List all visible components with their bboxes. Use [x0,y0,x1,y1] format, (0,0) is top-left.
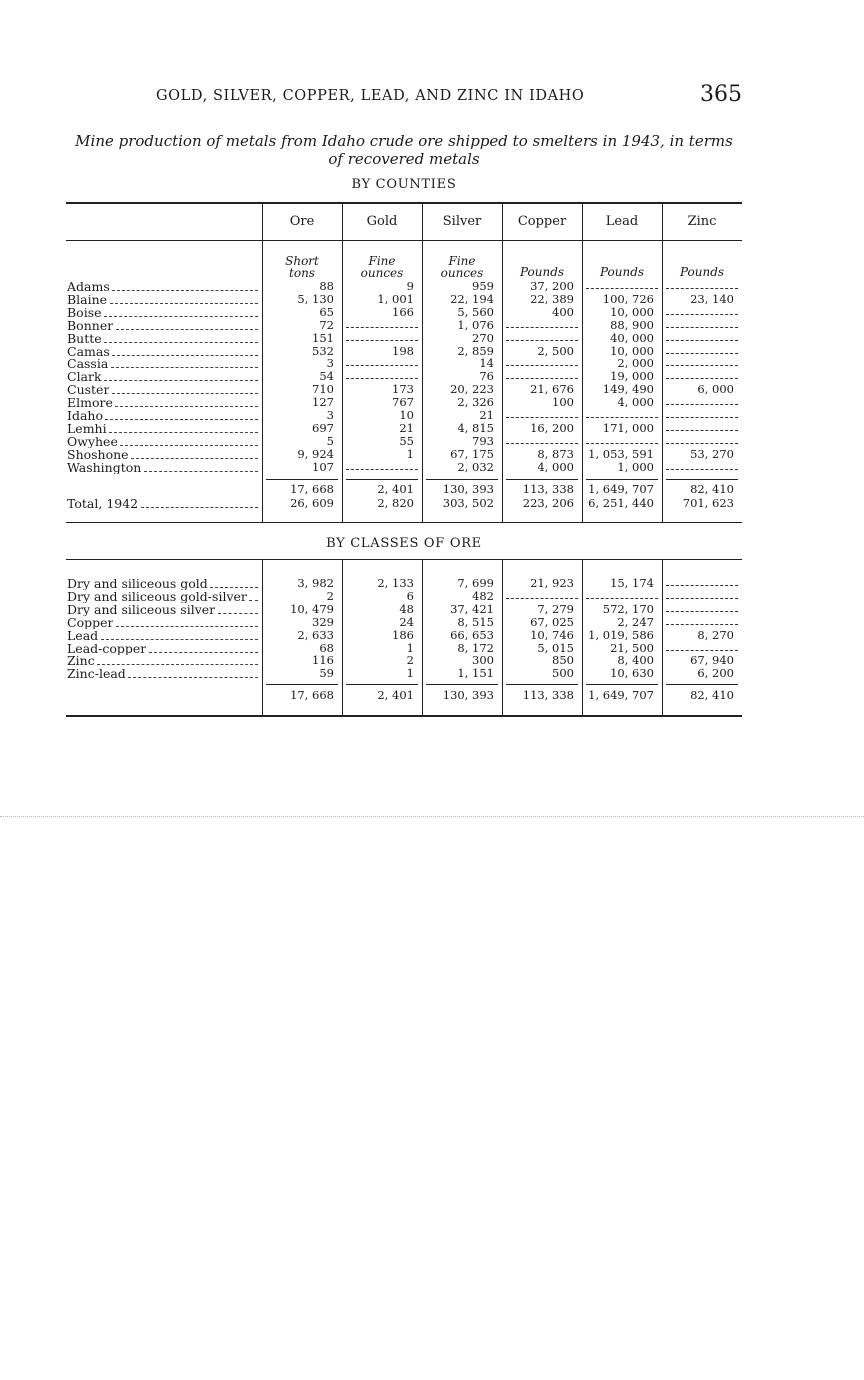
empty-cell-dash [666,378,738,379]
table-cell: 300 [472,653,494,668]
table-cell: 40, 000 [610,330,654,345]
subtotal-rule [346,684,418,685]
dot-leader [210,587,258,588]
column-unit: ounces [360,266,404,280]
county-row-label: Washington [67,460,142,474]
column-unit: Pounds [679,265,725,279]
column-header-lead: Lead [605,214,639,229]
dot-leader [105,419,258,420]
table-cell: 270 [472,330,494,345]
table-cell: 20, 223 [450,382,494,397]
table-cell: 6 [406,588,414,603]
empty-cell-dash [506,365,578,366]
table-cell: 37, 200 [530,279,574,293]
table-cell: 9 [406,279,414,293]
table-cell: 22, 389 [530,291,574,306]
table-cell: 171, 000 [602,420,654,435]
counties-bottom-rule [66,522,742,523]
table-cell: 710 [312,382,334,397]
table-cell: 5, 560 [457,304,494,319]
dot-leader [128,677,258,678]
counties-column-divider [662,203,663,522]
table-cell: 127 [312,395,334,410]
table-cell: 572, 170 [602,601,654,616]
column-unit: Fine [368,254,396,268]
table-cell: 67, 025 [530,614,574,629]
empty-cell-dash [346,327,418,328]
table-cell: 23, 140 [690,291,734,306]
table-cell: 65 [319,304,334,319]
table-cell: 21 [479,408,494,422]
county-row-label: Cassia [67,357,109,371]
empty-cell-dash [666,443,738,444]
table-cell: 6, 200 [697,666,734,681]
subtotal-rule [266,479,338,480]
table-cell: 130, 393 [442,482,494,496]
county-row-label: Idaho [67,409,103,422]
dot-leader [141,507,258,508]
table-cell: 1, 053, 591 [588,446,654,461]
dot-leader [149,652,258,653]
classes-top-rule [66,559,742,560]
empty-cell-dash [666,353,738,354]
table-cell: 166 [392,304,414,319]
table-cell: 59 [319,666,334,681]
table-cell: 2, 401 [377,688,414,702]
empty-cell-dash [666,314,738,315]
table-cell: 5, 015 [537,640,574,655]
table-cell: 54 [319,369,334,384]
empty-cell-dash [666,598,738,599]
table-cell: 1, 649, 707 [588,688,654,702]
table-cell: 14 [479,356,494,371]
table-cell: 1 [406,446,414,461]
table-cell: 55 [399,433,414,448]
table-cell: 7, 279 [537,601,574,616]
table-cell: 76 [479,369,494,384]
ore-class-row-label: Dry and siliceous silver [67,602,216,616]
dot-leader [144,471,258,472]
county-row-label: Lemhi [67,421,107,435]
table-cell: 959 [472,279,494,293]
table-cell: 6, 000 [697,382,734,397]
table-cell: 2, 326 [457,395,494,410]
table-cell: 1, 076 [457,317,494,332]
table-cell: 329 [312,614,334,629]
table-cell: 850 [552,653,574,668]
table-cell: 21 [399,420,414,435]
dot-leader [112,393,258,394]
empty-cell-dash [346,378,418,379]
caption-line-2: of recovered metals [328,150,480,168]
table-cell: 2, 133 [377,576,414,590]
table-cell: 3, 982 [297,576,334,590]
table-cell: 151 [312,330,334,345]
table-cell: 6, 251, 440 [588,496,654,510]
subtotal-rule [666,684,738,685]
table-cell: 67, 940 [690,653,734,668]
column-header-rule [66,240,742,241]
county-row-label: Clark [67,370,102,384]
empty-cell-dash [586,417,658,418]
dot-leader [249,600,258,601]
table-cell: 198 [392,343,414,358]
table-cell: 21, 500 [610,640,654,655]
column-header-copper: Copper [517,214,567,229]
subtotal-rule [586,479,658,480]
county-row-label: Elmore [67,396,113,410]
table-cell: 1, 019, 586 [588,627,654,642]
table-cell: 17, 668 [290,482,334,496]
table-cell: 767 [392,395,414,410]
dot-leader [104,380,258,381]
column-header-ore: Ore [289,214,315,229]
county-row-label: Butte [67,331,102,345]
table-cell: 2, 633 [297,627,334,642]
table-cell: 701, 623 [682,496,734,510]
empty-cell-dash [666,404,738,405]
empty-cell-dash [586,598,658,599]
column-unit: ounces [440,266,484,280]
column-unit: Pounds [519,265,565,279]
dot-leader [131,458,258,459]
table-cell: 2 [406,653,414,668]
table-cell: 186 [392,627,414,642]
table-cell: 1 [406,640,414,655]
empty-cell-dash [506,340,578,341]
table-cell: 149, 490 [602,382,654,397]
table-cell: 5 [326,433,334,448]
table-cell: 1 [406,666,414,681]
table-cell: 2, 000 [617,356,654,371]
table-cell: 66, 653 [450,627,494,642]
table-cell: 8, 270 [697,627,734,642]
dot-leader [109,432,258,433]
table-cell: 26, 609 [290,496,334,510]
dot-leader [116,626,258,627]
dot-leader [112,355,258,356]
empty-cell-dash [666,430,738,431]
table-cell: 223, 206 [522,496,574,510]
page-number: 365 [700,82,742,107]
empty-cell-dash [506,378,578,379]
scan-artifact-line [0,816,864,817]
column-header-gold: Gold [366,214,398,229]
table-cell: 793 [472,433,494,448]
empty-cell-dash [666,288,738,289]
table-cell: 303, 502 [442,496,494,510]
county-row-label: Shoshone [67,447,129,461]
table-cell: 2, 032 [457,459,494,474]
empty-cell-dash [586,288,658,289]
table-cell: 100, 726 [602,291,654,306]
empty-cell-dash [666,365,738,366]
county-row-label: Boise [67,305,102,319]
table-cell: 15, 174 [610,576,654,590]
dot-leader [110,303,258,304]
counties-column-divider [342,203,343,522]
table-cell: 107 [312,459,334,474]
table-cell: 24 [399,614,414,629]
table-cell: 10, 479 [290,601,334,616]
subtotal-rule [666,479,738,480]
total-1942-row-label: Total, 1942 [67,497,139,510]
empty-cell-dash [666,327,738,328]
empty-cell-dash [506,443,578,444]
empty-cell-dash [666,417,738,418]
table-cell: 10, 000 [610,304,654,319]
table-cell: 17, 668 [290,688,334,702]
empty-cell-dash [506,417,578,418]
dot-leader [97,664,258,665]
empty-cell-dash [666,340,738,341]
caption-line-1: Mine production of metals from Idaho crude ore shipped to smelters in 1943, in terms [75,132,733,150]
table-cell: 4, 815 [457,420,494,435]
table-cell: 3 [326,356,334,371]
table-cell: 1, 649, 707 [588,482,654,496]
table-cell: 82, 410 [690,688,734,702]
county-row-label: Adams [67,280,110,293]
ore-class-row-label: Dry and siliceous gold-silver [67,589,247,603]
empty-cell-dash [346,469,418,470]
table-cell: 5, 130 [297,291,334,306]
column-header-silver: Silver [442,214,482,229]
table-cell: 1, 000 [617,459,654,474]
table-cell: 10, 746 [530,627,574,642]
table-cell: 21, 676 [530,382,574,397]
dot-leader [218,613,258,614]
table-cell: 53, 270 [690,446,734,461]
empty-cell-dash [346,365,418,366]
county-row-label: Custer [67,383,110,397]
empty-cell-dash [666,469,738,470]
empty-cell-dash [666,611,738,612]
empty-cell-dash [506,598,578,599]
county-row-label: Owyhee [67,434,118,448]
table-cell: 8, 172 [457,640,494,655]
table-cell: 130, 393 [442,688,494,702]
ore-class-row-label: Lead [67,628,99,642]
county-row-label: Blaine [67,292,108,306]
section-heading-classes: BY CLASSES OF ORE [326,536,482,551]
table-caption [66,132,742,168]
ore-class-row-label: Zinc [67,654,95,668]
empty-cell-dash [666,624,738,625]
empty-cell-dash [586,443,658,444]
table-cell: 2, 247 [617,614,654,629]
table-cell: 8, 873 [537,446,574,461]
table-cell: 19, 000 [610,369,654,384]
table-cell: 2 [326,588,334,603]
table-cell: 9, 924 [297,446,334,461]
table-cell: 48 [399,601,414,616]
subtotal-rule [426,684,498,685]
column-unit: Fine [448,254,476,268]
table-cell: 2, 401 [377,482,414,496]
table-cell: 10, 000 [610,343,654,358]
table-cell: 10 [399,408,414,422]
dot-leader [101,639,258,640]
subtotal-rule [426,479,498,480]
dot-leader [104,316,258,317]
table-cell: 10, 630 [610,666,654,681]
table-cell: 116 [312,653,334,668]
table-cell: 8, 400 [617,653,654,668]
table-cell: 8, 515 [457,614,494,629]
dot-leader [104,342,258,343]
column-unit: Short [285,254,319,268]
table-cell: 67, 175 [450,446,494,461]
table-cell: 37, 421 [450,601,494,616]
ore-class-row-label: Copper [67,615,114,629]
table-cell: 4, 000 [617,395,654,410]
table-cell: 532 [312,343,334,358]
empty-cell-dash [666,650,738,651]
table-cell: 113, 338 [522,482,574,496]
table-cell: 7, 699 [457,576,494,590]
page-header [66,84,742,110]
table-bottom-rule [66,715,742,717]
table-cell: 697 [312,420,334,435]
dot-leader [116,329,258,330]
county-row-label: Camas [67,344,110,358]
table-cell: 2, 859 [457,343,494,358]
ore-class-row-label: Lead-copper [67,641,147,655]
empty-cell-dash [666,585,738,586]
table-cell: 1, 001 [377,291,414,306]
dot-leader [112,290,258,291]
column-unit: Pounds [599,265,645,279]
ore-class-row-label: Zinc-lead [67,667,126,681]
table-cell: 1, 151 [457,666,494,681]
table-cell: 22, 194 [450,291,494,306]
table-cell: 100 [552,395,574,410]
table-cell: 68 [319,640,334,655]
section-heading-counties: BY COUNTIES [351,177,457,192]
table-cell: 88, 900 [610,317,654,332]
dot-leader [111,367,258,368]
table-cell: 16, 200 [530,420,574,435]
table-cell: 2, 820 [377,496,414,510]
table-cell: 500 [552,666,574,681]
table-cell: 3 [326,408,334,422]
column-unit: tons [289,266,315,280]
table-cell: 4, 000 [537,459,574,474]
subtotal-rule [586,684,658,685]
running-title: GOLD, SILVER, COPPER, LEAD, AND ZINC IN IDAHO [156,88,585,104]
table-cell: 72 [319,317,334,332]
counties-column-divider [502,203,503,522]
table-cell: 21, 923 [530,576,574,590]
table-top-rule [66,202,742,204]
table-cell: 482 [472,588,494,603]
table-cell: 2, 500 [537,343,574,358]
dot-leader [120,445,258,446]
subtotal-rule [506,684,578,685]
empty-cell-dash [346,340,418,341]
county-row-label: Bonner [67,318,114,332]
table-cell: 88 [319,279,334,293]
table-cell: 82, 410 [690,482,734,496]
dot-leader [115,406,258,407]
subtotal-rule [346,479,418,480]
table-cell: 113, 338 [522,688,574,702]
empty-cell-dash [506,327,578,328]
column-header-zinc: Zinc [687,214,717,229]
table-cell: 173 [392,382,414,397]
table-cell: 400 [552,304,574,319]
subtotal-rule [266,684,338,685]
subtotal-rule [506,479,578,480]
ore-class-row-label: Dry and siliceous gold [67,577,208,590]
